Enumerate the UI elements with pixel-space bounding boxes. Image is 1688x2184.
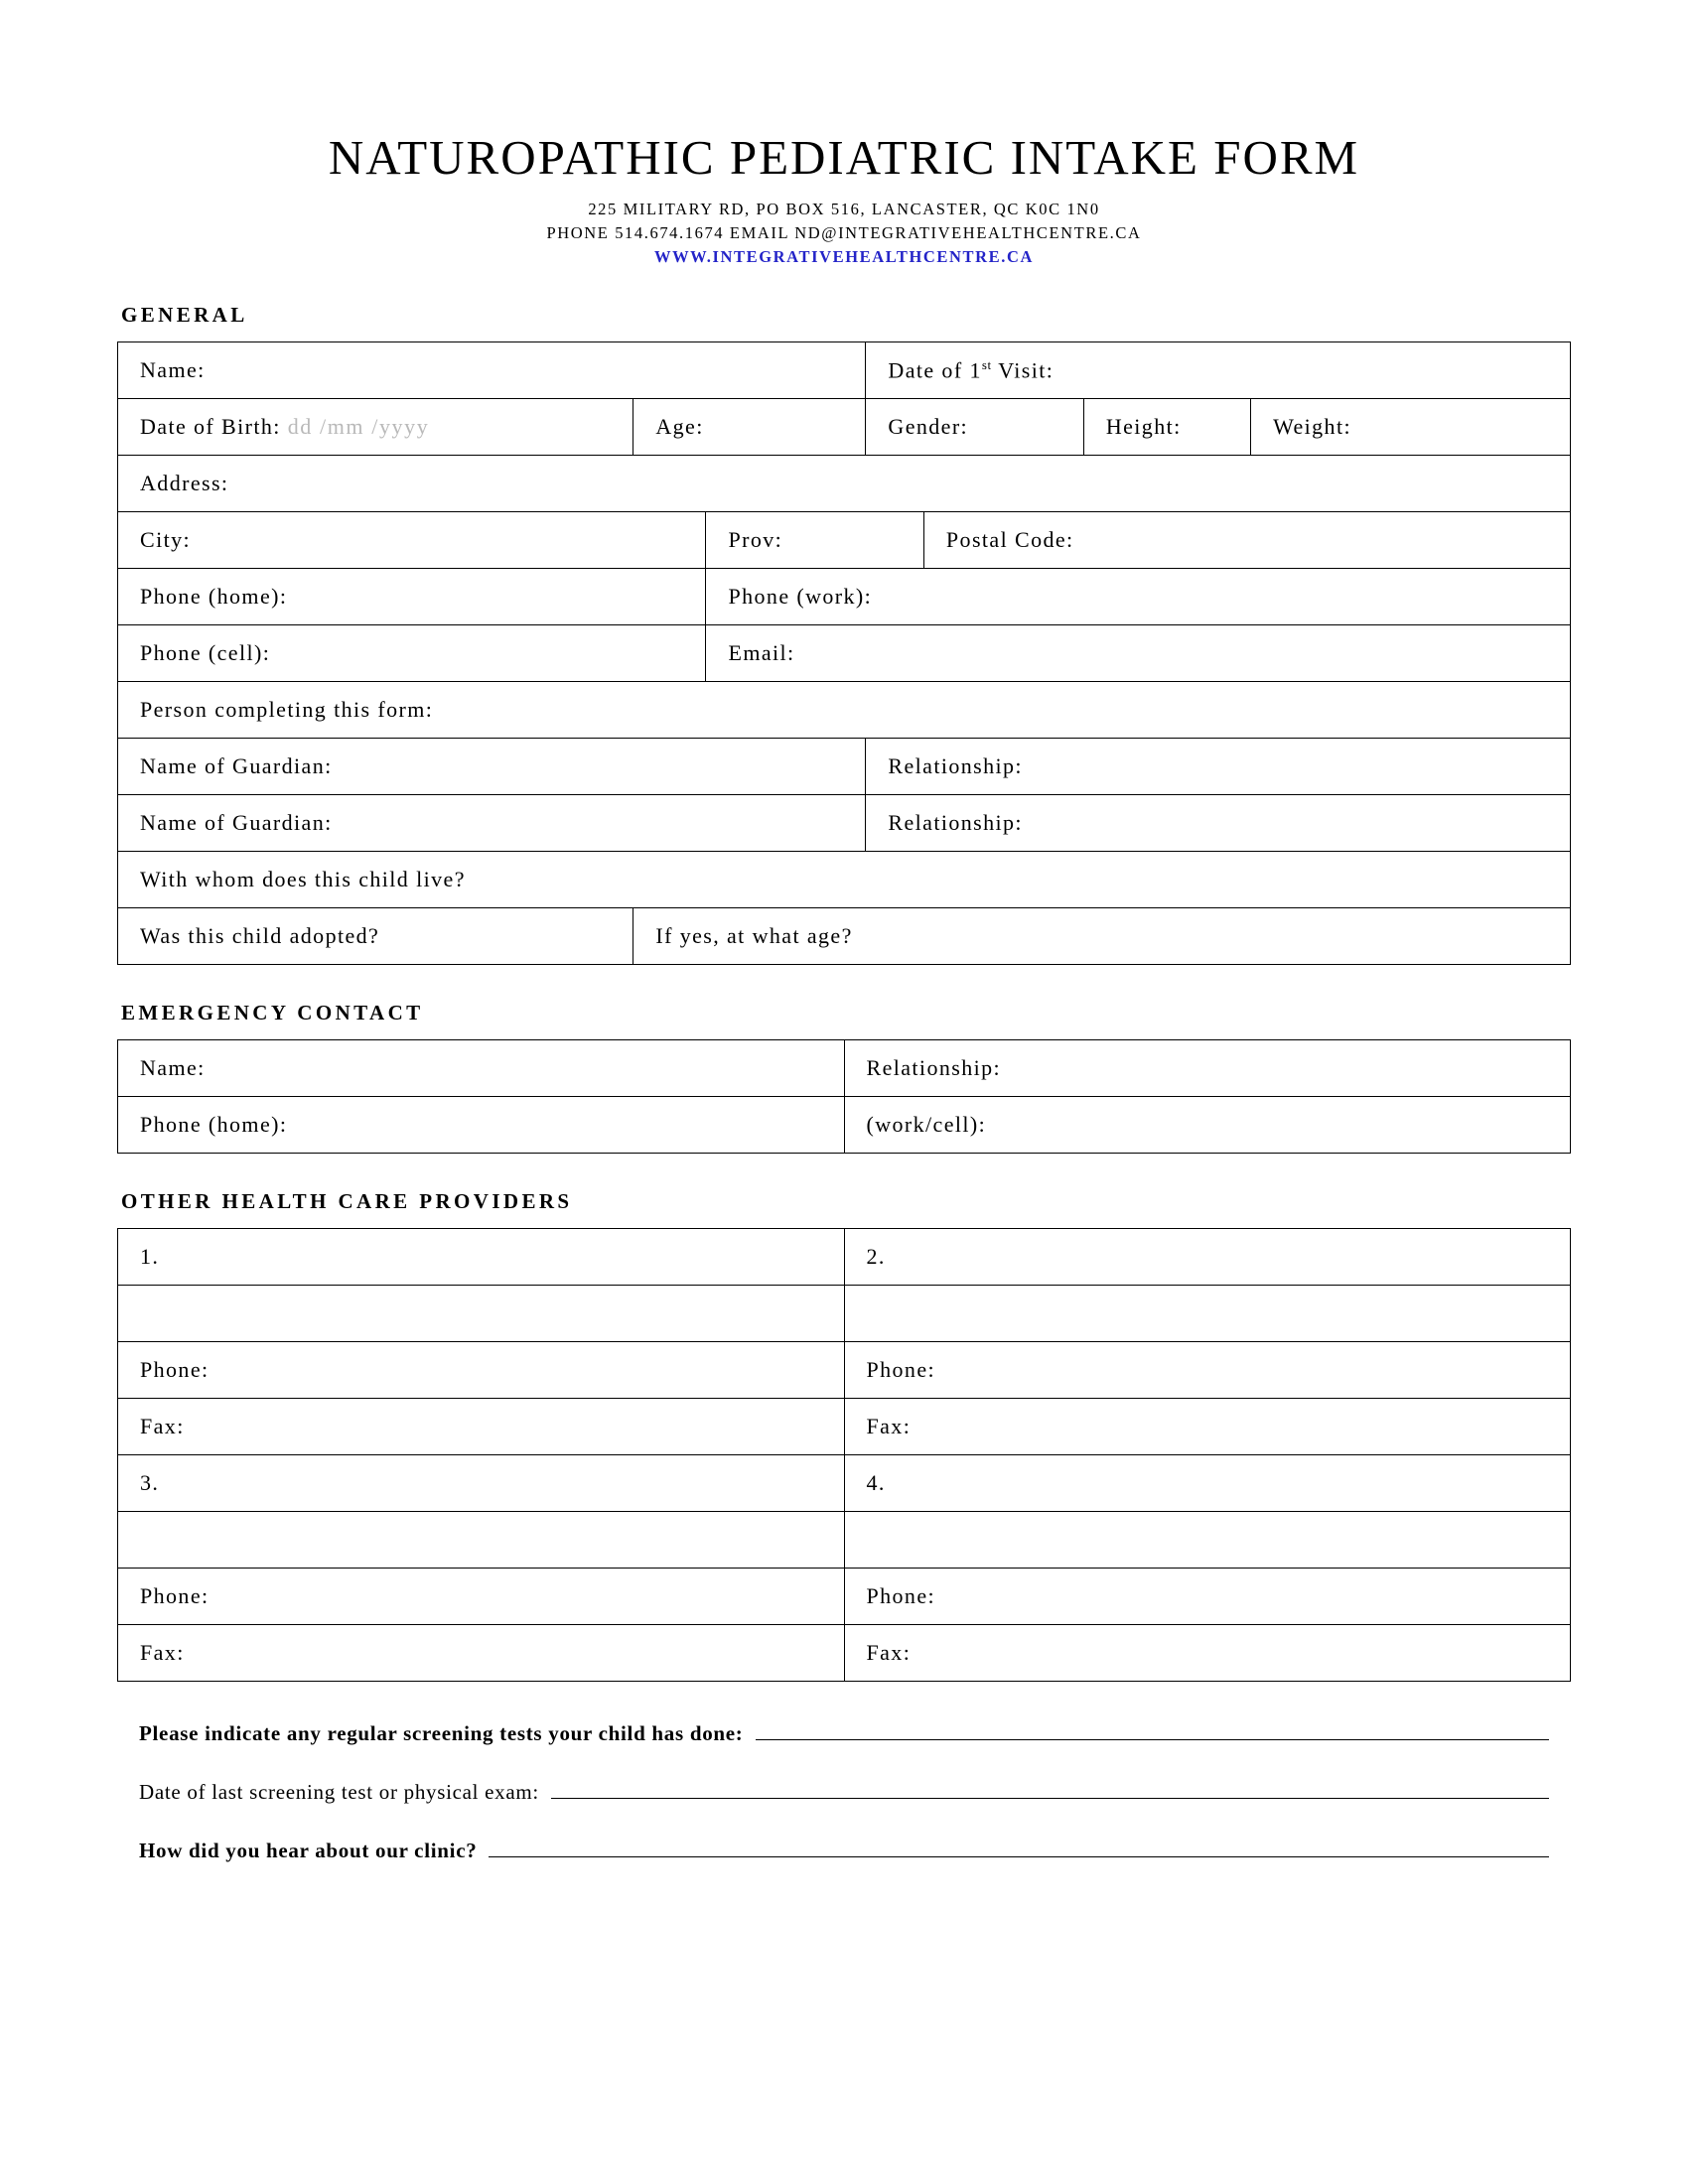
question-screening-tests-label: Please indicate any regular screening tests your child has done:	[139, 1721, 744, 1745]
question-last-screening-date-label: Date of last screening test or physical exam:	[139, 1780, 539, 1804]
field-guardian-1[interactable]: Name of Guardian:	[118, 739, 866, 795]
table-row	[118, 1229, 1571, 1286]
field-postal-code[interactable]: Postal Code:	[923, 512, 1570, 569]
other-providers-table	[117, 1228, 1571, 1682]
field-phone-work[interactable]: Phone (work):	[706, 569, 1571, 625]
field-date-of-birth[interactable]	[118, 399, 633, 456]
provider-1-fax[interactable]: Fax:	[118, 1399, 845, 1455]
provider-3-phone[interactable]: Phone:	[118, 1569, 845, 1625]
table-row	[118, 1040, 1571, 1097]
question-screening-tests	[139, 1721, 1549, 1746]
questions-block	[117, 1721, 1571, 1863]
table-row	[118, 908, 1571, 965]
field-address[interactable]: Address:	[118, 456, 1571, 512]
question-last-screening-date-input[interactable]	[551, 1782, 1549, 1799]
field-age[interactable]: Age:	[633, 399, 866, 456]
table-row	[118, 1625, 1571, 1682]
table-row	[118, 625, 1571, 682]
question-last-screening-date	[139, 1780, 1549, 1805]
section-heading-general: GENERAL	[121, 303, 248, 327]
field-adopted[interactable]: Was this child adopted?	[118, 908, 633, 965]
field-phone-home[interactable]: Phone (home):	[118, 569, 706, 625]
clinic-contact: PHONE 514.674.1674 EMAIL ND@INTEGRATIVEHEALTHCENTRE.CA	[546, 223, 1142, 242]
emergency-field-name[interactable]: Name:	[118, 1040, 845, 1097]
table-row	[118, 682, 1571, 739]
field-guardian-2[interactable]: Name of Guardian:	[118, 795, 866, 852]
emergency-field-phone-home[interactable]: Phone (home):	[118, 1097, 845, 1154]
table-row	[118, 1097, 1571, 1154]
provider-1-number[interactable]: 1.	[118, 1229, 845, 1286]
table-row	[118, 1342, 1571, 1399]
field-phone-cell[interactable]: Phone (cell):	[118, 625, 706, 682]
section-heading-other-providers: OTHER HEALTH CARE PROVIDERS	[121, 1189, 573, 1213]
table-row	[118, 569, 1571, 625]
emergency-field-relationship[interactable]: Relationship:	[844, 1040, 1571, 1097]
provider-1-blank[interactable]	[118, 1286, 845, 1342]
document-header	[117, 129, 1571, 267]
table-row	[118, 795, 1571, 852]
question-referral-source-input[interactable]	[489, 1841, 1549, 1857]
table-row	[118, 1512, 1571, 1569]
table-row	[118, 456, 1571, 512]
table-row	[118, 1399, 1571, 1455]
provider-4-number[interactable]: 4.	[844, 1455, 1571, 1512]
field-name[interactable]: Name:	[118, 342, 866, 399]
field-dob-label: Date of Birth:	[140, 414, 281, 439]
question-referral-source	[139, 1839, 1549, 1863]
page-title: NATUROPATHIC PEDIATRIC INTAKE FORM	[328, 130, 1360, 185]
field-person-completing[interactable]: Person completing this form:	[118, 682, 1571, 739]
emergency-field-phone-work-cell[interactable]: (work/cell):	[844, 1097, 1571, 1154]
table-row	[118, 1286, 1571, 1342]
provider-1-phone[interactable]: Phone:	[118, 1342, 845, 1399]
table-row	[118, 1569, 1571, 1625]
field-height[interactable]: Height:	[1083, 399, 1250, 456]
table-row	[118, 1455, 1571, 1512]
provider-2-phone[interactable]: Phone:	[844, 1342, 1571, 1399]
question-screening-tests-input[interactable]	[756, 1723, 1550, 1740]
field-prov[interactable]: Prov:	[706, 512, 923, 569]
field-lives-with[interactable]: With whom does this child live?	[118, 852, 1571, 908]
field-email[interactable]: Email:	[706, 625, 1571, 682]
provider-4-fax[interactable]: Fax:	[844, 1625, 1571, 1682]
table-row	[118, 739, 1571, 795]
emergency-contact-table	[117, 1039, 1571, 1154]
provider-3-blank[interactable]	[118, 1512, 845, 1569]
provider-3-fax[interactable]: Fax:	[118, 1625, 845, 1682]
table-row	[118, 342, 1571, 399]
table-row	[118, 512, 1571, 569]
field-first-visit[interactable]	[866, 342, 1571, 399]
field-relationship-2[interactable]: Relationship:	[866, 795, 1571, 852]
field-dob-placeholder: dd /mm /yyyy	[287, 414, 430, 439]
field-adopted-age[interactable]: If yes, at what age?	[633, 908, 1571, 965]
section-heading-emergency-contact: EMERGENCY CONTACT	[121, 1001, 424, 1024]
general-table	[117, 341, 1571, 965]
field-relationship-1[interactable]: Relationship:	[866, 739, 1571, 795]
provider-2-number[interactable]: 2.	[844, 1229, 1571, 1286]
field-weight[interactable]: Weight:	[1251, 399, 1571, 456]
table-row	[118, 852, 1571, 908]
provider-4-blank[interactable]	[844, 1512, 1571, 1569]
table-row	[118, 399, 1571, 456]
provider-2-blank[interactable]	[844, 1286, 1571, 1342]
question-referral-source-label: How did you hear about our clinic?	[139, 1839, 478, 1862]
field-first-visit-ordinal: st	[981, 356, 992, 372]
field-first-visit-label-post: Visit:	[991, 357, 1055, 383]
clinic-address: 225 MILITARY RD, PO BOX 516, LANCASTER, QC K0C 1N0	[588, 200, 1100, 218]
field-gender[interactable]: Gender:	[866, 399, 1083, 456]
provider-3-number[interactable]: 3.	[118, 1455, 845, 1512]
clinic-website-link[interactable]: WWW.INTEGRATIVEHEALTHCENTRE.CA	[653, 247, 1035, 266]
provider-2-fax[interactable]: Fax:	[844, 1399, 1571, 1455]
provider-4-phone[interactable]: Phone:	[844, 1569, 1571, 1625]
field-city[interactable]: City:	[118, 512, 706, 569]
field-first-visit-label-pre: Date of 1	[888, 357, 982, 383]
